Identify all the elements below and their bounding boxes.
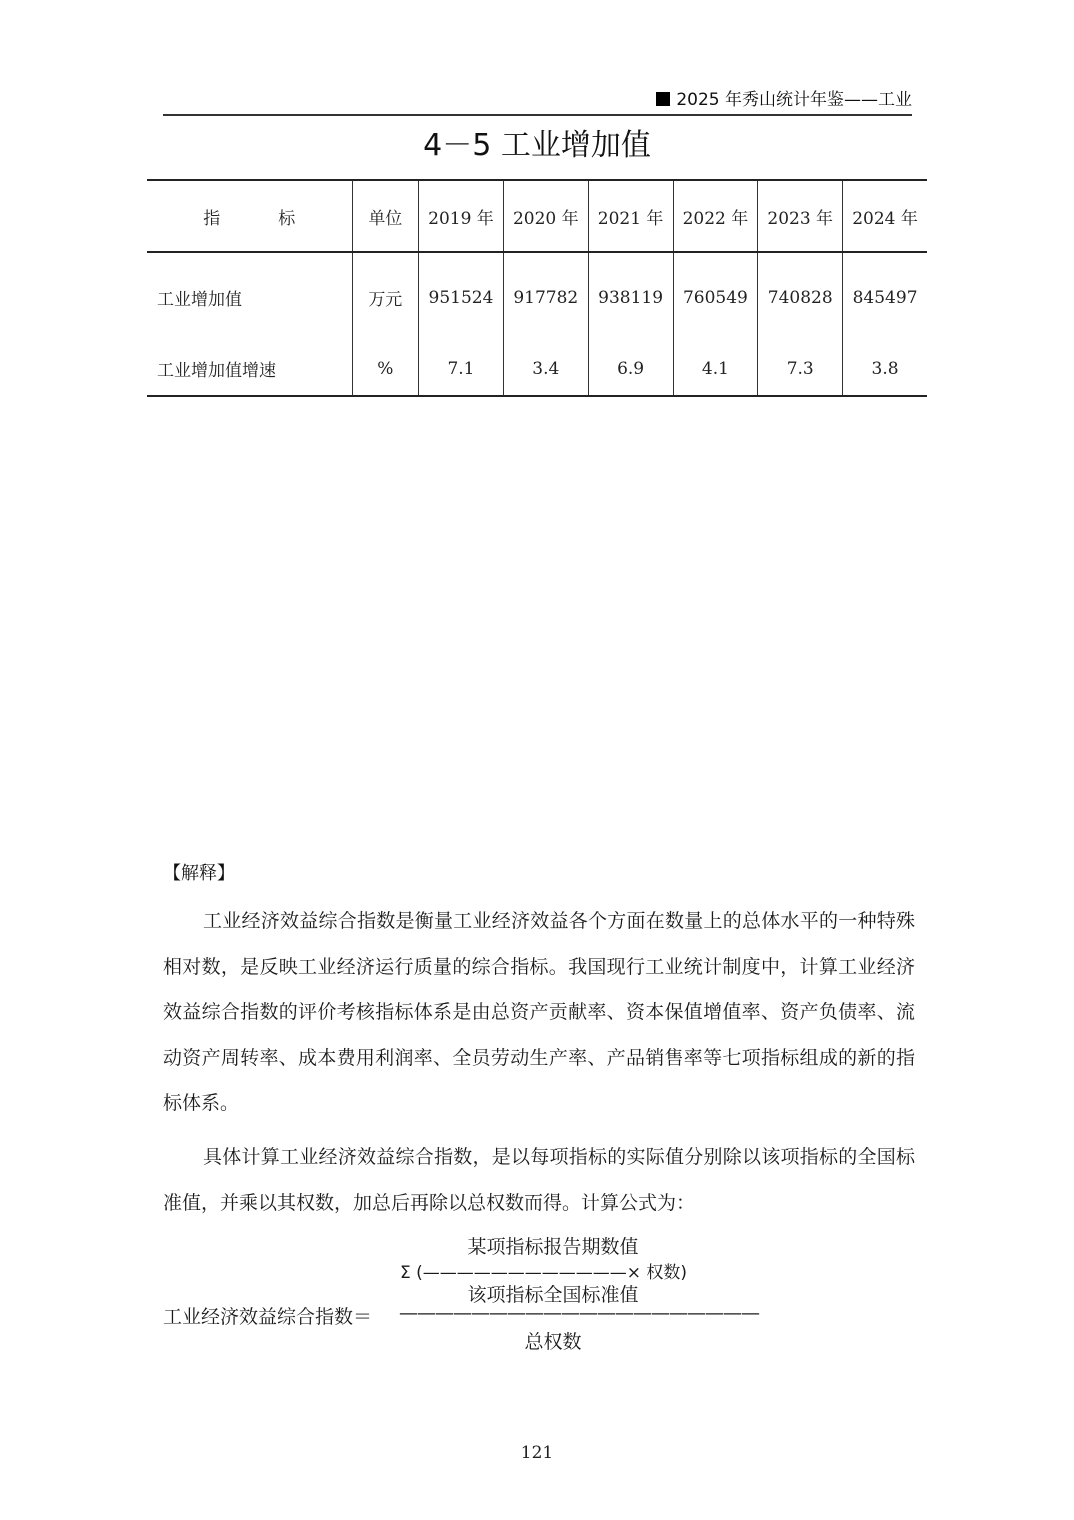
row-unit: 万元	[352, 252, 419, 342]
header-year: 2019 年	[419, 180, 504, 252]
header-year: 2024 年	[843, 180, 927, 252]
table-row	[147, 252, 927, 342]
cell-value: 951524	[419, 252, 504, 342]
cell-value: 4.1	[673, 342, 758, 396]
running-header-text: 2025 年秀山统计年鉴——工业	[676, 90, 912, 110]
cell-value: 6.9	[588, 342, 673, 396]
formula-lhs: 工业经济效益综合指数＝	[163, 1306, 373, 1328]
explanation-paragraph: 具体计算工业经济效益综合指数，是以每项指标的实际值分别除以该项指标的全国标准值，并乘以其权数，加总后再除以总权数而得。计算公式为：	[163, 1146, 915, 1214]
table-title: 4－5 工业增加值	[423, 128, 651, 163]
cell-value: 917782	[503, 252, 588, 342]
cell-value: 7.1	[419, 342, 504, 396]
running-header	[163, 88, 912, 116]
formula-fraction-bar: ————————————————————	[399, 1302, 759, 1324]
formula-inner-denominator: 该项指标全国标准值	[467, 1284, 639, 1306]
header-indicator-char1: 指	[203, 208, 221, 229]
cell-value: 3.4	[503, 342, 588, 396]
cell-value: 760549	[673, 252, 758, 342]
header-year: 2023 年	[758, 180, 843, 252]
table-row	[147, 342, 927, 396]
formula-denominator: 总权数	[524, 1331, 582, 1353]
industrial-value-added-table	[147, 179, 927, 397]
cell-value: 3.8	[843, 342, 927, 396]
row-unit: %	[352, 342, 419, 396]
formula	[163, 1230, 923, 1353]
black-square-icon	[656, 92, 670, 106]
formula-inner-numerator: 某项指标报告期数值	[467, 1236, 639, 1258]
header-indicator-char2: 标	[278, 208, 296, 229]
header-indicator	[147, 180, 352, 252]
row-indicator: 工业增加值	[157, 290, 242, 310]
explanation-heading: 【解释】	[163, 863, 235, 884]
table-header-row	[147, 180, 927, 252]
header-unit: 单位	[352, 180, 419, 252]
cell-value: 740828	[758, 252, 843, 342]
cell-value: 7.3	[758, 342, 843, 396]
header-year: 2022 年	[673, 180, 758, 252]
cell-value: 938119	[588, 252, 673, 342]
page-number: 121	[520, 1443, 554, 1463]
header-year: 2020 年	[503, 180, 588, 252]
header-year: 2021 年	[588, 180, 673, 252]
cell-value: 845497	[843, 252, 927, 342]
row-indicator: 工业增加值增速	[157, 361, 276, 381]
explanation-paragraph: 工业经济效益综合指数是衡量工业经济效益各个方面在数量上的总体水平的一种特殊相对数，是反映工业经济运行质量的综合指标。我国现行工业统计制度中，计算工业经济效益综合指数的评价考核指标体系是由总资产贡献率、资本保值增值率、资产负债率、流动资产周转率、成本费用利润率、全员劳动生产率、产品销售率等七项指标组成的新的指标体系。	[163, 910, 915, 1114]
formula-sigma-line: Σ (————————————× 权数)	[400, 1263, 688, 1283]
